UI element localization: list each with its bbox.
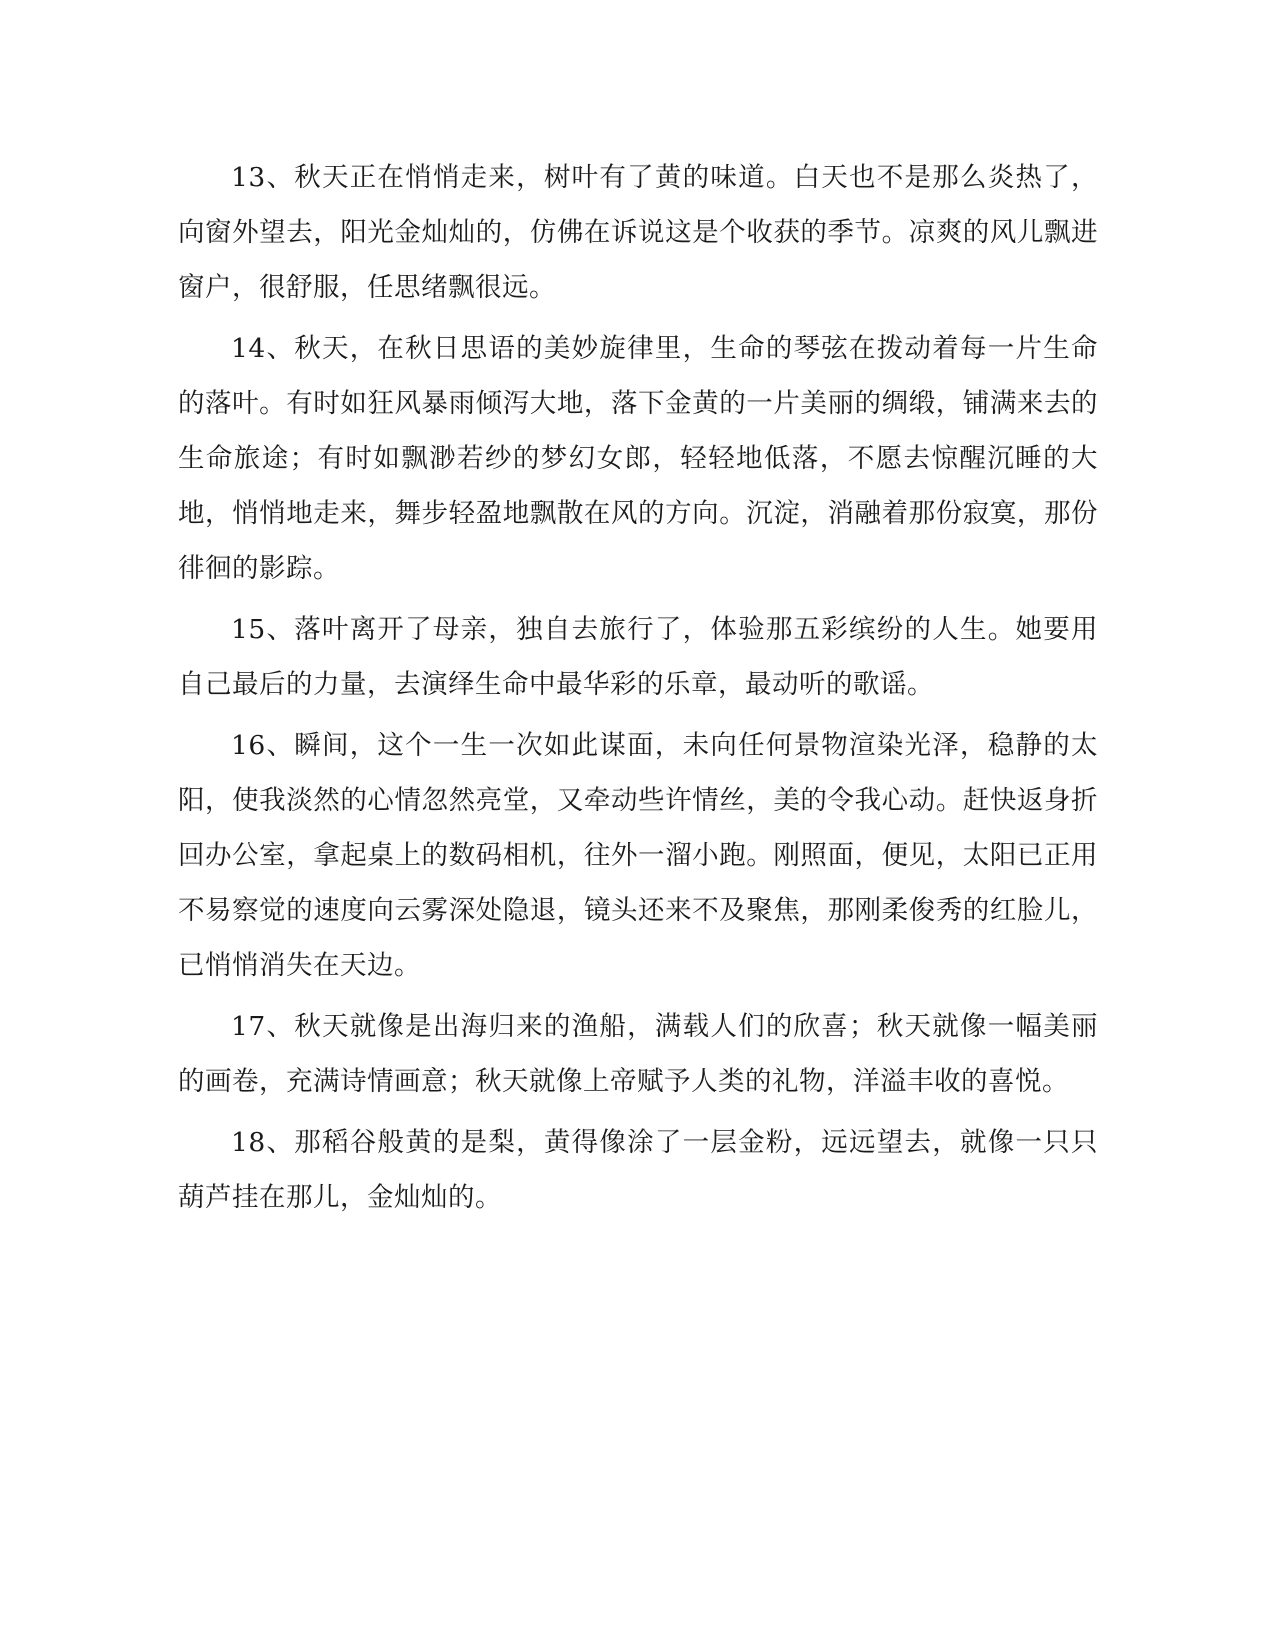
- paragraph: 15、落叶离开了母亲，独自去旅行了，体验那五彩缤纷的人生。她要用自己最后的力量，去演绎生命中最华彩的乐章，最动听的歌谣。: [178, 614, 1098, 700]
- paragraph: 14、秋天，在秋日思语的美妙旋律里，生命的琴弦在拨动着每一片生命的落叶。有时如狂风暴雨倾泻大地，落下金黄的一片美丽的绸缎，铺满来去的生命旅途；有时如飘渺若纱的梦幻女郎，轻轻地低落，不愿去惊醒沉睡的大地，悄悄地走来，舞步轻盈地飘散在风的方向。沉淀，消融着那份寂寞，那份徘徊的影踪。: [178, 333, 1098, 584]
- paragraph: 13、秋天正在悄悄走来，树叶有了黄的味道。白天也不是那么炎热了，向窗外望去，阳光金灿灿的，仿佛在诉说这是个收获的季节。凉爽的风儿飘进窗户，很舒服，任思绪飘很远。: [178, 162, 1098, 303]
- document-body: [178, 150, 1098, 1225]
- paragraph: 16、瞬间，这个一生一次如此谋面，未向任何景物渲染光泽，稳静的太阳，使我淡然的心情忽然亮堂，又牵动些许情丝，美的令我心动。赶快返身折回办公室，拿起桌上的数码相机，往外一溜小跑。刚照面，便见，太阳已正用不易察觉的速度向云雾深处隐退，镜头还来不及聚焦，那刚柔俊秀的红脸儿，已悄悄消失在天边。: [178, 730, 1098, 981]
- paragraph: 18、那稻谷般黄的是梨，黄得像涂了一层金粉，远远望去，就像一只只葫芦挂在那儿，金灿灿的。: [178, 1127, 1098, 1213]
- paragraph: 17、秋天就像是出海归来的渔船，满载人们的欣喜；秋天就像一幅美丽的画卷，充满诗情画意；秋天就像上帝赋予人类的礼物，洋溢丰收的喜悦。: [178, 1011, 1098, 1097]
